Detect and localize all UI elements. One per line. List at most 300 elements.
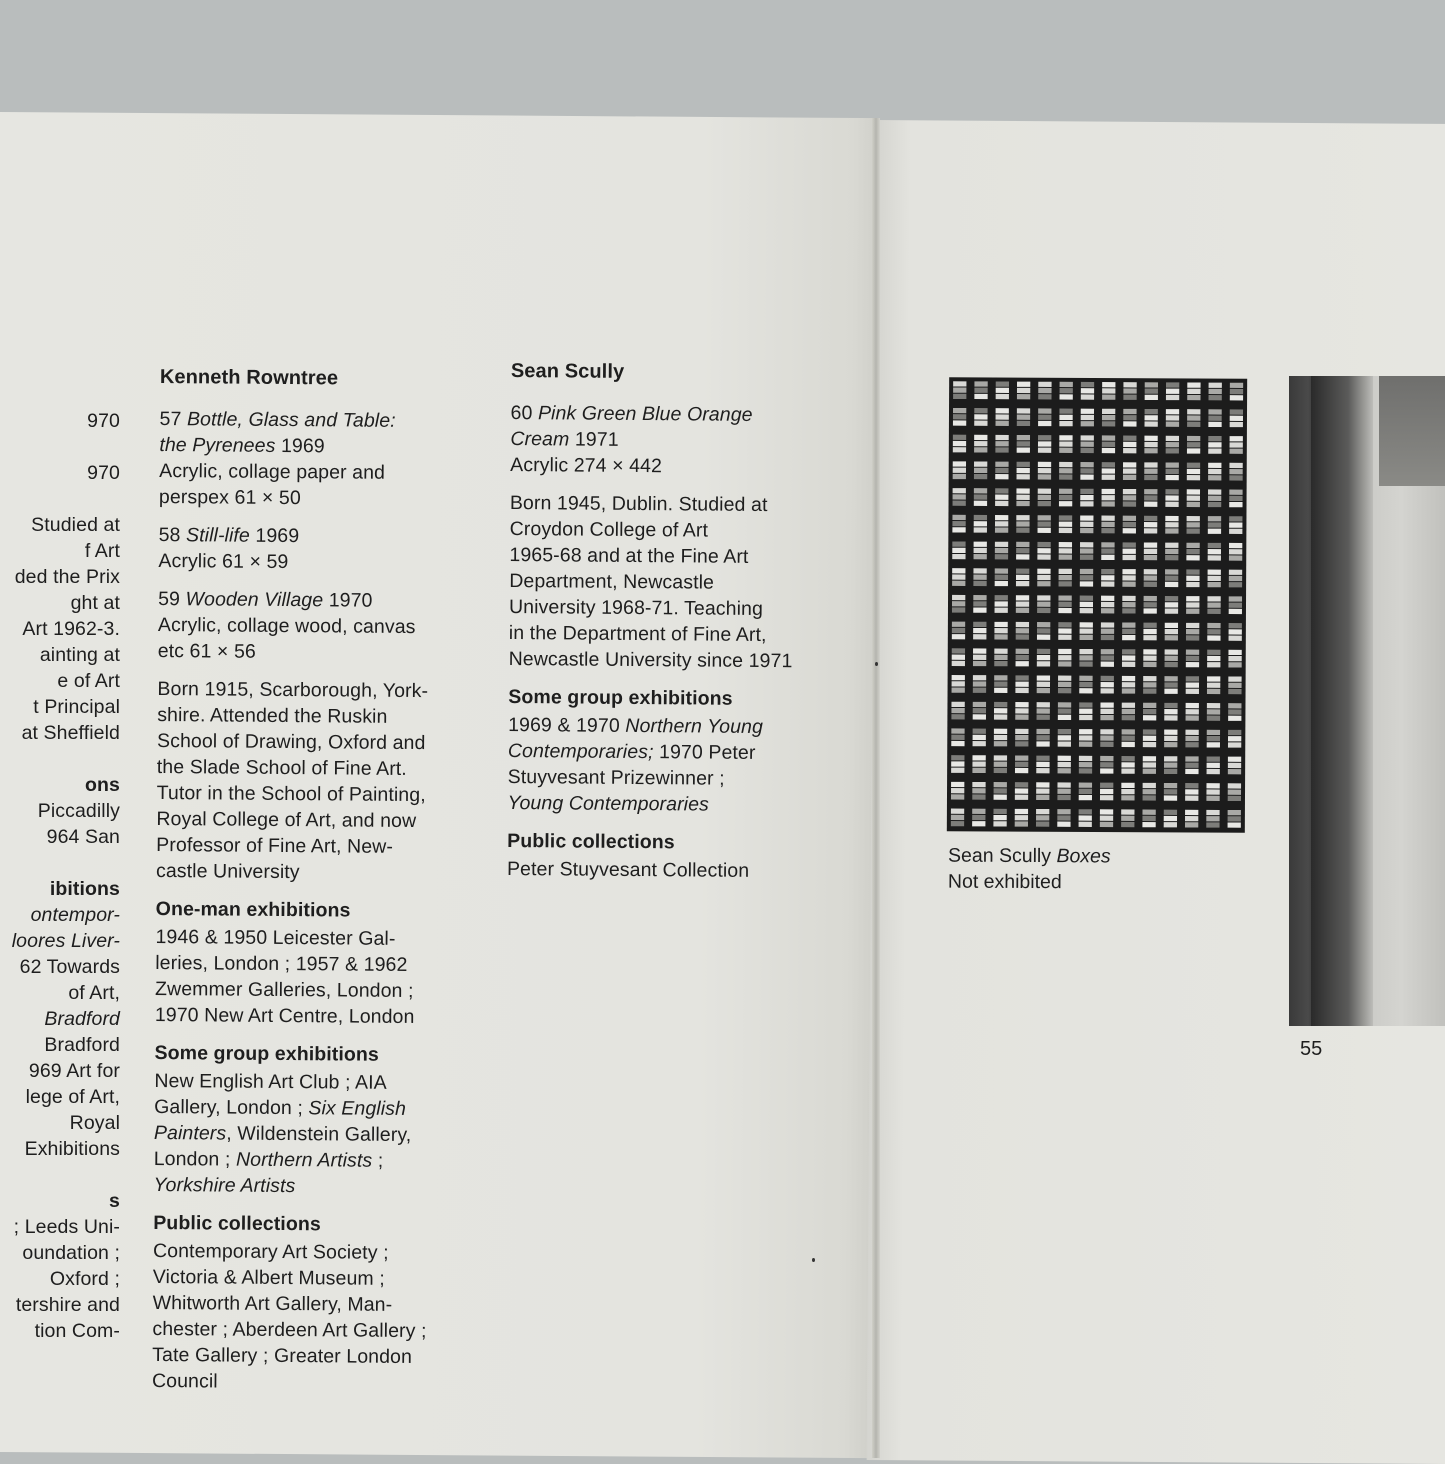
grid-cell-band	[1166, 469, 1179, 474]
grid-cell-band	[1016, 601, 1029, 606]
grid-cell-band	[1058, 735, 1071, 740]
grid-cell-band	[953, 494, 966, 499]
grid-cell-band	[1143, 742, 1156, 747]
left-fragment-line: Art 1962-3.	[22, 618, 120, 640]
grid-cell-band	[1038, 528, 1051, 533]
grid-cell-band	[1079, 729, 1092, 734]
grid-cell-band	[1059, 555, 1072, 560]
grid-cell-band	[1164, 682, 1177, 687]
grid-cell-band	[1187, 395, 1200, 400]
grid-cell-band	[1059, 435, 1072, 440]
grid-cell-band	[1037, 649, 1050, 654]
grid-cell-band	[1037, 675, 1050, 680]
grid-cell-band	[1207, 730, 1220, 735]
grid-cell-band	[951, 708, 964, 713]
public-collections: Contemporary Art Society ; Victoria & Albert Museum ; Whitworth Art Gallery, Man- chester ; Aberdeen Art Gallery ; Tate Gallery ; Greater London Council	[151, 1239, 427, 1393]
grid-cell-band	[1228, 709, 1241, 714]
grid-cell-band	[1165, 555, 1178, 560]
grid-cell-band	[1079, 655, 1092, 660]
grid-cell-band	[1207, 716, 1220, 721]
grid-cell-band	[1081, 394, 1094, 399]
grid-cell-band	[1058, 756, 1071, 761]
grid-cell-band	[994, 735, 1007, 740]
grid-cell-band	[1037, 548, 1050, 553]
grid-cell-band	[974, 408, 987, 413]
grid-cell-band	[974, 554, 987, 559]
grid-cell-band	[974, 421, 987, 426]
grid-cell-band	[1100, 742, 1113, 747]
grid-cell-band	[1166, 462, 1179, 467]
grid-cell-band	[1101, 569, 1114, 574]
left-fragment-line	[0, 850, 120, 876]
grid-cell-band	[1017, 421, 1030, 426]
grid-cell-band	[1166, 475, 1179, 480]
grid-cell-band	[1206, 822, 1219, 827]
grid-cell-band	[1080, 501, 1093, 506]
grid-cell-band	[1123, 388, 1136, 393]
grid-cell-band	[1208, 436, 1221, 441]
grid-cell-band	[1164, 769, 1177, 774]
grid-cell-band	[974, 447, 987, 452]
grid-cell-band	[1079, 762, 1092, 767]
grid-cell-band	[1123, 549, 1136, 554]
grid-cell-band	[1207, 662, 1220, 667]
grid-cell-band	[1165, 608, 1178, 613]
grid-cell-band	[1101, 555, 1114, 560]
grid-cell-band	[953, 387, 966, 392]
grid-cell-band	[995, 521, 1008, 526]
grid-cell-band	[1058, 741, 1071, 746]
grid-cell-band	[1230, 389, 1243, 394]
grid-cell-band	[1187, 422, 1200, 427]
grid-cell-band	[1036, 768, 1049, 773]
grid-cell-band	[1058, 655, 1071, 660]
grid-cell-band	[1081, 388, 1094, 393]
grid-cell-band	[1100, 735, 1113, 740]
grid-cell-band	[1102, 409, 1115, 414]
grid-cell-band	[952, 648, 965, 653]
grid-cell-band	[1123, 415, 1136, 420]
grid-cell-band	[1208, 448, 1221, 453]
left-fragment-line: at Sheffield	[21, 722, 120, 744]
grid-cell-band	[974, 494, 987, 499]
grid-cell-band	[1101, 682, 1114, 687]
left-fragment-line: t Principal	[33, 696, 120, 718]
grid-cell-band	[1038, 388, 1051, 393]
grid-cell-band	[1121, 809, 1134, 814]
grid-cell-band	[1186, 609, 1199, 614]
grid-cell-band	[974, 527, 987, 532]
grid-cell-band	[1059, 495, 1072, 500]
grid-cell-band	[1208, 442, 1221, 447]
grid-cell-band	[1143, 783, 1156, 788]
grid-cell-band	[1207, 656, 1220, 661]
grid-cell-band	[994, 702, 1007, 707]
left-fragment-line: 964 San	[46, 826, 120, 848]
grid-cell-band	[1145, 388, 1158, 393]
grid-cell-band	[1101, 622, 1114, 627]
grid-cell-band	[994, 729, 1007, 734]
grid-cell-band	[1080, 608, 1093, 613]
grid-cell-band	[1208, 502, 1221, 507]
grid-cell-band	[1015, 675, 1028, 680]
grid-cell-band	[974, 468, 987, 473]
left-fragment-line: ; Leeds Uni-	[13, 1216, 120, 1238]
grid-cell-band	[1206, 810, 1219, 815]
grid-cell-band	[1123, 516, 1136, 521]
grid-cell-band	[994, 688, 1007, 693]
grid-cell-band	[1058, 702, 1071, 707]
grid-cell-band	[993, 809, 1006, 814]
grid-cell-band	[1100, 729, 1113, 734]
grid-cell-band	[1206, 783, 1219, 788]
grid-cell-band	[1038, 462, 1051, 467]
grid-cell-band	[973, 648, 986, 653]
grid-cell-band	[1228, 790, 1241, 795]
grid-cell-band	[1059, 569, 1072, 574]
grid-cell-band	[1228, 650, 1241, 655]
left-fragment-line: Bradford	[44, 1034, 120, 1056]
grid-cell-band	[1016, 628, 1029, 633]
work-60: 60 Pink Green Blue Orange Cream 1971 Acrylic 274 × 442	[510, 401, 753, 478]
grid-cell-band	[1229, 582, 1242, 587]
grid-cell-band	[1121, 789, 1134, 794]
grid-cell-band	[1100, 789, 1113, 794]
grid-cell-band	[1121, 762, 1134, 767]
grid-cell-band	[1102, 475, 1115, 480]
grid-cell-band	[1058, 622, 1071, 627]
grid-cell-band	[1036, 795, 1049, 800]
grid-cell-band	[972, 788, 985, 793]
grid-cell-band	[1101, 528, 1114, 533]
grid-cell-band	[1060, 388, 1073, 393]
grid-cell-band	[1058, 729, 1071, 734]
grid-cell-band	[1143, 676, 1156, 681]
grid-cell-band	[1164, 795, 1177, 800]
grid-cell-band	[1164, 789, 1177, 794]
grid-cell-band	[972, 815, 985, 820]
grid-cell-band	[1060, 382, 1073, 387]
grid-cell-band	[1102, 501, 1115, 506]
grid-cell-band	[1142, 810, 1155, 815]
left-fragment-line: Royal	[69, 1112, 120, 1134]
grid-cell-band	[1101, 649, 1114, 654]
grid-cell-band	[1186, 602, 1199, 607]
grid-cell-band	[1015, 782, 1028, 787]
left-fragment-line: 62 Towards	[19, 956, 120, 978]
grid-cell-band	[1228, 689, 1241, 694]
grid-cell-band	[1016, 488, 1029, 493]
grid-cell-band	[1038, 415, 1051, 420]
rowntree-entry	[152, 364, 460, 1408]
grid-cell-band	[1144, 582, 1157, 587]
grid-cell-band	[1080, 489, 1093, 494]
paper-speck	[812, 1258, 815, 1262]
group-exhibitions: 1969 & 1970 Northern Young Contemporaries; 1970 Peter Stuyvesant Prizewinner ; Young Contemporaries	[507, 713, 764, 816]
grid-cell-band	[1059, 409, 1072, 414]
grid-cell-band	[951, 728, 964, 733]
grid-cell-band	[1057, 782, 1070, 787]
grid-cell-band	[1101, 629, 1114, 634]
grid-cell-band	[1038, 474, 1051, 479]
grid-cell-band	[1037, 542, 1050, 547]
grid-cell-band	[1015, 755, 1028, 760]
grid-cell-band	[1164, 810, 1177, 815]
grid-cell-band	[1165, 629, 1178, 634]
grid-cell-band	[1228, 683, 1241, 688]
grid-cell-band	[1230, 422, 1243, 427]
grid-cell-band	[1229, 555, 1242, 560]
grid-cell-band	[1229, 549, 1242, 554]
grid-cell-band	[952, 675, 965, 680]
grid-cell-band	[1102, 382, 1115, 387]
left-fragment-line: f Art	[84, 540, 120, 562]
grid-cell-band	[973, 655, 986, 660]
grid-cell-band	[1036, 821, 1049, 826]
grid-cell-band	[1228, 822, 1241, 827]
grid-cell-band	[1059, 421, 1072, 426]
section-heading: One-man exhibitions	[155, 897, 351, 922]
grid-cell-band	[1143, 635, 1156, 640]
grid-cell-band	[1100, 709, 1113, 714]
grid-cell-band	[1144, 569, 1157, 574]
grid-cell-band	[1038, 421, 1051, 426]
grid-cell-band	[1229, 522, 1242, 527]
grid-cell-band	[1015, 788, 1028, 793]
work-57: 57 Bottle, Glass and Table: the Pyrenees 1969 Acrylic, collage paper and perspex 61 × 50	[158, 407, 396, 510]
grid-cell-band	[973, 575, 986, 580]
grid-cell-band	[973, 708, 986, 713]
grid-cell-band	[994, 622, 1007, 627]
grid-cell-band	[1144, 448, 1157, 453]
grid-cell-band	[1037, 602, 1050, 607]
grid-cell-band	[974, 394, 987, 399]
grid-cell-band	[1186, 689, 1199, 694]
grid-cell-band	[1079, 795, 1092, 800]
grid-cell-band	[953, 501, 966, 506]
grid-cell-band	[973, 595, 986, 600]
grid-cell-band	[1206, 816, 1219, 821]
grid-cell-band	[995, 542, 1008, 547]
grid-cell-band	[1038, 489, 1051, 494]
grid-cell-band	[1207, 769, 1220, 774]
grid-cell-band	[1187, 516, 1200, 521]
grid-cell-band	[1165, 635, 1178, 640]
grid-cell-band	[1187, 415, 1200, 420]
grid-cell-band	[1165, 495, 1178, 500]
grid-cell-band	[974, 548, 987, 553]
grid-cell-band	[1017, 388, 1030, 393]
grid-cell-band	[1080, 581, 1093, 586]
grid-cell-band	[1209, 389, 1222, 394]
grid-cell-band	[1100, 756, 1113, 761]
grid-cell-band	[1122, 709, 1135, 714]
grid-cell-band	[1186, 635, 1199, 640]
grid-cell-band	[1079, 688, 1092, 693]
grid-cell-band	[1101, 688, 1114, 693]
grid-cell-band	[1187, 528, 1200, 533]
grid-cell-band	[974, 542, 987, 547]
biography: Born 1945, Dublin. Studied at Croydon College of Art 1965-68 and at the Fine Art Department, Newcastle University 1968-71. Teaching in the Department of Fine Art, Newcastle University since 1971	[508, 491, 793, 673]
grid-cell-band	[1038, 382, 1051, 387]
grid-cell-band	[1230, 442, 1243, 447]
grid-cell-band	[1164, 715, 1177, 720]
grid-cell-band	[1121, 783, 1134, 788]
grid-cell-band	[1143, 769, 1156, 774]
grid-cell-band	[1229, 636, 1242, 641]
grid-cell-band	[1058, 628, 1071, 633]
grid-cell-band	[1186, 623, 1199, 628]
grid-cell-band	[995, 548, 1008, 553]
grid-cell-band	[1037, 628, 1050, 633]
grid-cell-band	[1037, 635, 1050, 640]
grid-cell-band	[1207, 602, 1220, 607]
grid-cell-band	[1185, 796, 1198, 801]
grid-cell-band	[972, 809, 985, 814]
grid-cell-band	[1122, 736, 1135, 741]
grid-cell-band	[1228, 736, 1241, 741]
grid-cell-band	[1186, 662, 1199, 667]
grid-cell-band	[1229, 516, 1242, 521]
grid-cell-band	[953, 474, 966, 479]
grid-cell-band	[1187, 448, 1200, 453]
grid-cell-band	[995, 441, 1008, 446]
grid-cell-band	[1123, 555, 1136, 560]
grid-cell-band	[1144, 502, 1157, 507]
grid-cell-band	[953, 381, 966, 386]
grid-cell-band	[1059, 448, 1072, 453]
grid-cell-band	[1080, 628, 1093, 633]
grid-cell-band	[1122, 715, 1135, 720]
grid-cell-band	[1081, 435, 1094, 440]
grid-cell-band	[1164, 822, 1177, 827]
grid-cell-band	[1015, 815, 1028, 820]
grid-cell-band	[1208, 475, 1221, 480]
grid-cell-band	[952, 634, 965, 639]
grid-cell-band	[973, 675, 986, 680]
grid-cell-band	[1036, 809, 1049, 814]
grid-cell-band	[1144, 608, 1157, 613]
grid-cell-band	[1165, 623, 1178, 628]
grid-cell-band	[1037, 595, 1050, 600]
grid-cell-band	[1166, 422, 1179, 427]
left-fragment-line: tershire and	[15, 1294, 120, 1316]
grid-cell-band	[1144, 475, 1157, 480]
grid-cell-band	[1038, 441, 1051, 446]
grid-cell-band	[1080, 474, 1093, 479]
grid-cell-band	[1122, 596, 1135, 601]
grid-cell-band	[1121, 795, 1134, 800]
grid-cell-band	[1102, 495, 1115, 500]
grid-cell-band	[1080, 569, 1093, 574]
grid-cell-band	[1187, 522, 1200, 527]
grid-cell-band	[1102, 421, 1115, 426]
grid-cell-band	[1143, 649, 1156, 654]
grid-cell-band	[1059, 575, 1072, 580]
grid-cell-band	[1123, 395, 1136, 400]
grid-cell-band	[994, 649, 1007, 654]
grid-cell-band	[1207, 703, 1220, 708]
grid-cell-band	[951, 821, 964, 826]
grid-cell-band	[1081, 442, 1094, 447]
grid-cell-band	[1144, 555, 1157, 560]
grid-cell-band	[1101, 516, 1114, 521]
grid-cell-band	[973, 702, 986, 707]
grid-cell-band	[1080, 575, 1093, 580]
grid-cell-band	[1165, 576, 1178, 581]
grid-cell-band	[1123, 382, 1136, 387]
grid-cell-band	[972, 794, 985, 799]
grid-cell-band	[1144, 542, 1157, 547]
grid-cell-band	[1143, 688, 1156, 693]
grid-cell-band	[1016, 581, 1029, 586]
grid-cell-band	[1080, 622, 1093, 627]
grid-cell-band	[1185, 769, 1198, 774]
book-gutter	[872, 118, 880, 1458]
grid-cell-band	[1207, 736, 1220, 741]
grid-cell-band	[995, 581, 1008, 586]
grid-cell-band	[1036, 782, 1049, 787]
grid-cell-band	[1058, 595, 1071, 600]
one-man-exhibitions: 1946 & 1950 Leicester Gal- leries, London ; 1957 & 1962 Zwemmer Galleries, London ; 1970 New Art Centre, London	[154, 925, 415, 1029]
grid-cell-band	[1016, 575, 1029, 580]
grid-cell-band	[1016, 548, 1029, 553]
grid-cell-band	[1207, 629, 1220, 634]
grid-cell-band	[952, 521, 965, 526]
left-fragment-line	[0, 486, 120, 512]
grid-cell-band	[1142, 816, 1155, 821]
grid-cell-band	[1228, 810, 1241, 815]
grid-cell-band	[974, 414, 987, 419]
grid-cell-band	[1080, 515, 1093, 520]
grid-cell-band	[1209, 395, 1222, 400]
grid-cell-band	[1123, 495, 1136, 500]
grid-cell-band	[1144, 596, 1157, 601]
grid-cell-band	[1101, 602, 1114, 607]
grid-cell-band	[1166, 395, 1179, 400]
grid-cell-band	[1059, 542, 1072, 547]
grid-cell-band	[1079, 809, 1092, 814]
grid-cell-band	[1165, 662, 1178, 667]
grid-cell-band	[994, 655, 1007, 660]
grid-cell-band	[1122, 682, 1135, 687]
grid-cell-band	[1016, 542, 1029, 547]
grid-cell-band	[953, 447, 966, 452]
left-fragment-line: Bradford	[44, 1008, 120, 1030]
grid-cell-band	[1208, 582, 1221, 587]
grid-cell-band	[1016, 501, 1029, 506]
grid-cell-band	[1229, 475, 1242, 480]
grid-cell-band	[1143, 682, 1156, 687]
grid-cell-band	[1185, 810, 1198, 815]
grid-cell-band	[1186, 555, 1199, 560]
grid-cell-band	[1079, 756, 1092, 761]
grid-cell-band	[1016, 554, 1029, 559]
grid-cell-band	[1228, 730, 1241, 735]
grid-cell-band	[1229, 609, 1242, 614]
grid-cell-band	[972, 768, 985, 773]
grid-cell-band	[1059, 462, 1072, 467]
grid-cell-band	[1164, 816, 1177, 821]
grid-cell-band	[1208, 463, 1221, 468]
grid-cell-band	[1017, 408, 1030, 413]
grid-cell-band	[1143, 703, 1156, 708]
grid-cell-band	[974, 501, 987, 506]
grid-cell-band	[1058, 676, 1071, 681]
left-fragment-line: of Art,	[68, 982, 120, 1004]
grid-cell-band	[995, 468, 1008, 473]
grid-cell-band	[1017, 468, 1030, 473]
